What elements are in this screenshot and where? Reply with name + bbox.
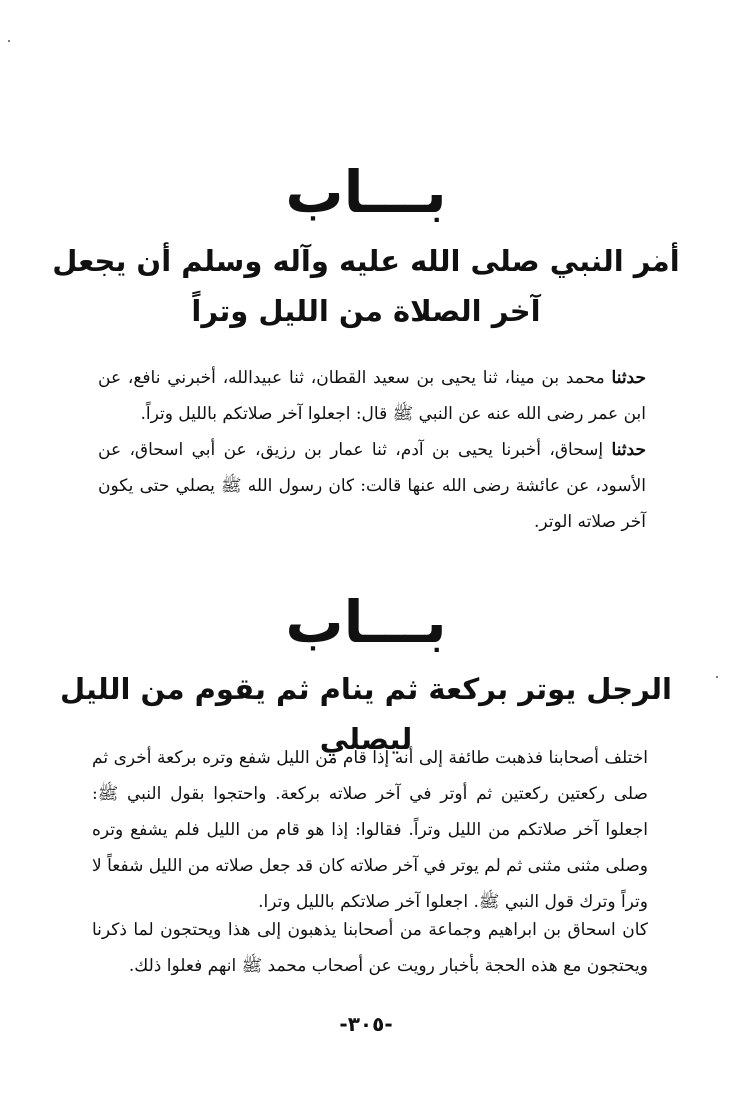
hadith-paragraph [98,360,646,432]
page-number: -٣٠٥- [339,1012,393,1036]
section-heading: الرجل يوتر بركعة ثم ينام ثم يقوم من الليل ليصلي [60,672,672,756]
section-title-bab: بـــاب [285,158,447,226]
body-paragraph: كان اسحاق بن ابراهيم وجماعة من أصحابنا يذهبون إلى هذا ويحتجون لما ذكرنا ويحتجون مع هذه الحجة بأخبار رويت عن أصحاب محمد ﷺ انهم فعلوا ذلك. [92,920,648,976]
scan-speck [716,676,718,678]
hadith-text: إسحاق، أخبرنا يحيى بن آدم، ثنا عمار بن رزيق، عن أبي اسحاق، عن الأسود، عن عائشة رضى الله عنها قالت: كان رسول الله ﷺ يصلي حتى يكون آخر صلاته الوتر. [98,440,646,532]
section-heading: أمر النبي صلى الله عليه وآله وسلم أن يجعل آخر الصلاة من الليل وتراً [52,244,680,328]
scan-speck [8,40,10,42]
hadith-lead-word: حدثنا [611,368,646,388]
body-paragraph: اختلف أصحابنا فذهبت طائفة إلى أنه إذا قام من الليل شفع وتره بركعة أخرى ثم صلى ركعتين ركعتين ثم أوتر في آخر صلاته بركعة. واحتجوا بقول النبي ﷺ: اجعلوا آخر صلاتكم من الليل وتراً. فقالوا: إذا هو قام من الليل فلم يشفع وتره وصلى مثنى مثنى ثم لم يوتر في آخر صلاته كان قد جعل صلاته من الليل شفعاً لا وتراً وترك قول النبي ﷺ. اجعلوا آخر صلاتكم بالليل وترا. [92,748,648,912]
section-title-bab: بـــاب [285,588,447,656]
hadith-text: محمد بن مينا، ثنا يحيى بن سعيد القطان، ثنا عبيدالله، أخبرني نافع، عن ابن عمر رضى الله عنه عن النبي ﷺ قال: اجعلوا آخر صلاتكم بالليل وتراً. [98,368,646,424]
hadith-paragraph [98,432,646,540]
hadith-lead-word: حدثنا [611,440,646,460]
